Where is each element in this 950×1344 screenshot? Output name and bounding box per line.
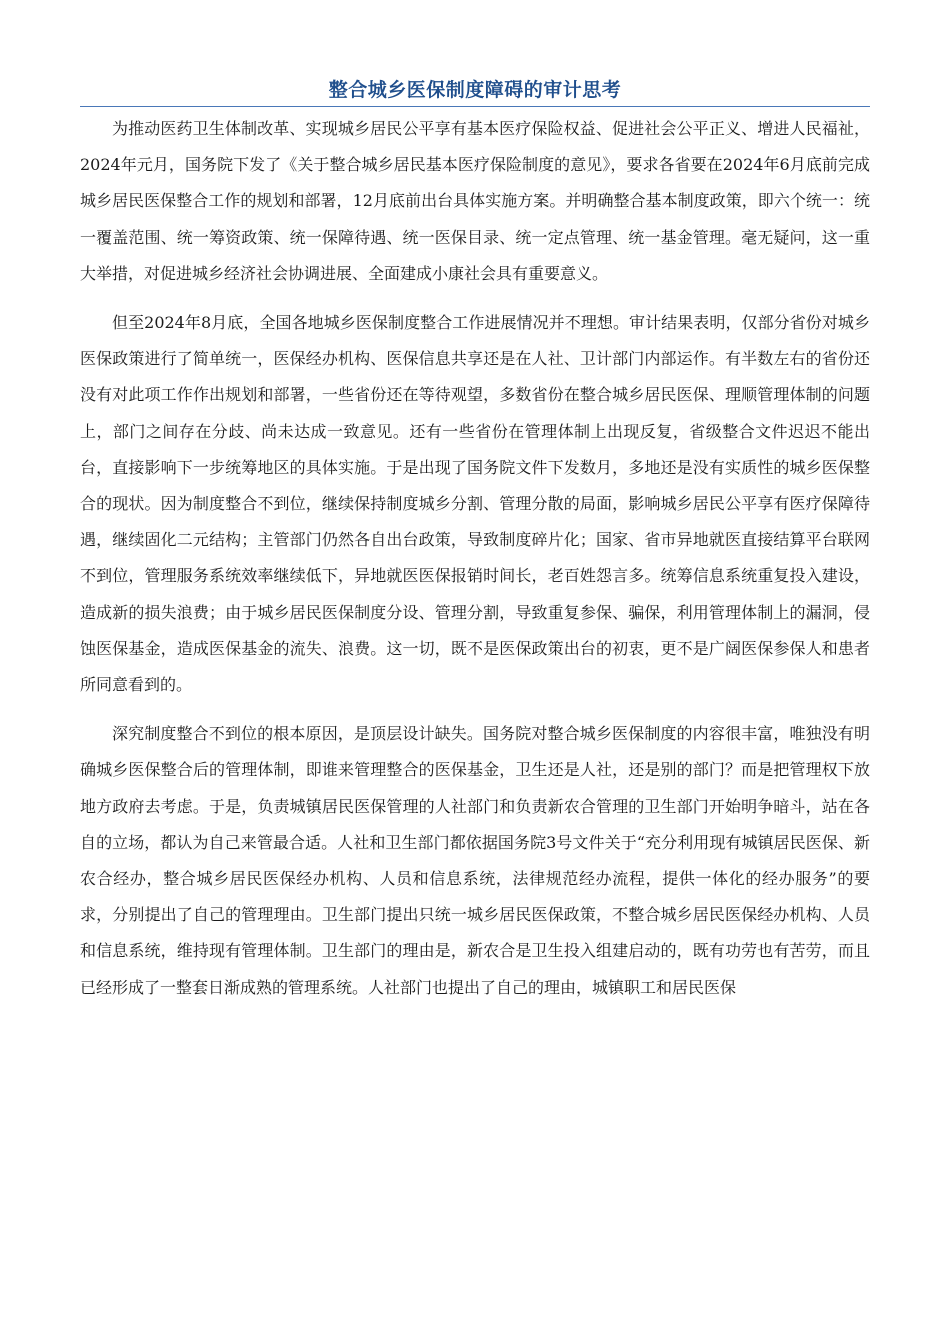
paragraph-intro: 为推动医药卫生体制改革、实现城乡居民公平享有基本医疗保险权益、促进社会公平正义、增进人民福祉，2024年元月，国务院下发了《关于整合城乡居民基本医疗保险制度的意见》，要求各省要在2024年6月底前完成城乡居民医保整合工作的规划和部署，12月底前出台具体实施方案。并明确整合基本制度政策，即六个统一：统一覆盖范围、统一筹资政策、统一保障待遇、统一医保目录、统一定点管理、统一基金管理。毫无疑问，这一重大举措，对促进城乡经济社会协调进展、全面建成小康社会具有重要意义。 — [80, 119, 870, 283]
document-page — [80, 76, 870, 1006]
paragraph-root-cause: 深究制度整合不到位的根本原因，是顶层设计缺失。国务院对整合城乡医保制度的内容很丰富，唯独没有明确城乡医保整合后的管理体制，即谁来管理整合的医保基金，卫生还是人社，还是别的部门？而是把管理权下放地方政府去考虑。于是，负责城镇居民医保管理的人社部门和负责新农合管理的卫生部门开始明争暗斗，站在各自的立场，都认为自己来管最合适。人社和卫生部门都依据国务院3号文件关于“充分利用现有城镇居民医保、新农合经办，整合城乡居民医保经办机构、人员和信息系统，法律规范经办流程，提供一体化的经办服务”的要求，分别提出了自己的管理理由。卫生部门提出只统一城乡居民医保政策，不整合城乡居民医保经办机构、人员和信息系统，维持现有管理体制。卫生部门的理由是，新农合是卫生投入组建启动的，既有功劳也有苦劳，而且已经形成了一整套日渐成熟的管理系统。人社部门也提出了自己的理由，城镇职工和居民医保 — [80, 724, 870, 997]
document-title: 整合城乡医保制度障碍的审计思考 — [80, 76, 870, 107]
paragraph-progress: 但至2024年8月底，全国各地城乡医保制度整合工作进展情况并不理想。审计结果表明，仅部分省份对城乡医保政策进行了简单统一，医保经办机构、医保信息共享还是在人社、卫计部门内部运作。有半数左右的省份还没有对此项工作作出规划和部署，一些省份还在等待观望，多数省份在整合城乡居民医保、理顺管理体制的问题上，部门之间存在分歧、尚未达成一致意见。还有一些省份在管理体制上出现反复，省级整合文件迟迟不能出台，直接影响下一步统筹地区的具体实施。于是出现了国务院文件下发数月，多地还是没有实质性的城乡医保整合的现状。因为制度整合不到位，继续保持制度城乡分割、管理分散的局面，影响城乡居民公平享有医疗保障待遇，继续固化二元结构；主管部门仍然各自出台政策，导致制度碎片化；国家、省市异地就医直接结算平台联网不到位，管理服务系统效率继续低下，异地就医医保报销时间长，老百姓怨言多。统筹信息系统重复投入建设，造成新的损失浪费；由于城乡居民医保制度分设、管理分割，导致重复参保、骗保，利用管理体制上的漏洞，侵蚀医保基金，造成医保基金的流失、浪费。这一切，既不是医保政策出台的初衷，更不是广阔医保参保人和患者所同意看到的。 — [80, 313, 870, 695]
